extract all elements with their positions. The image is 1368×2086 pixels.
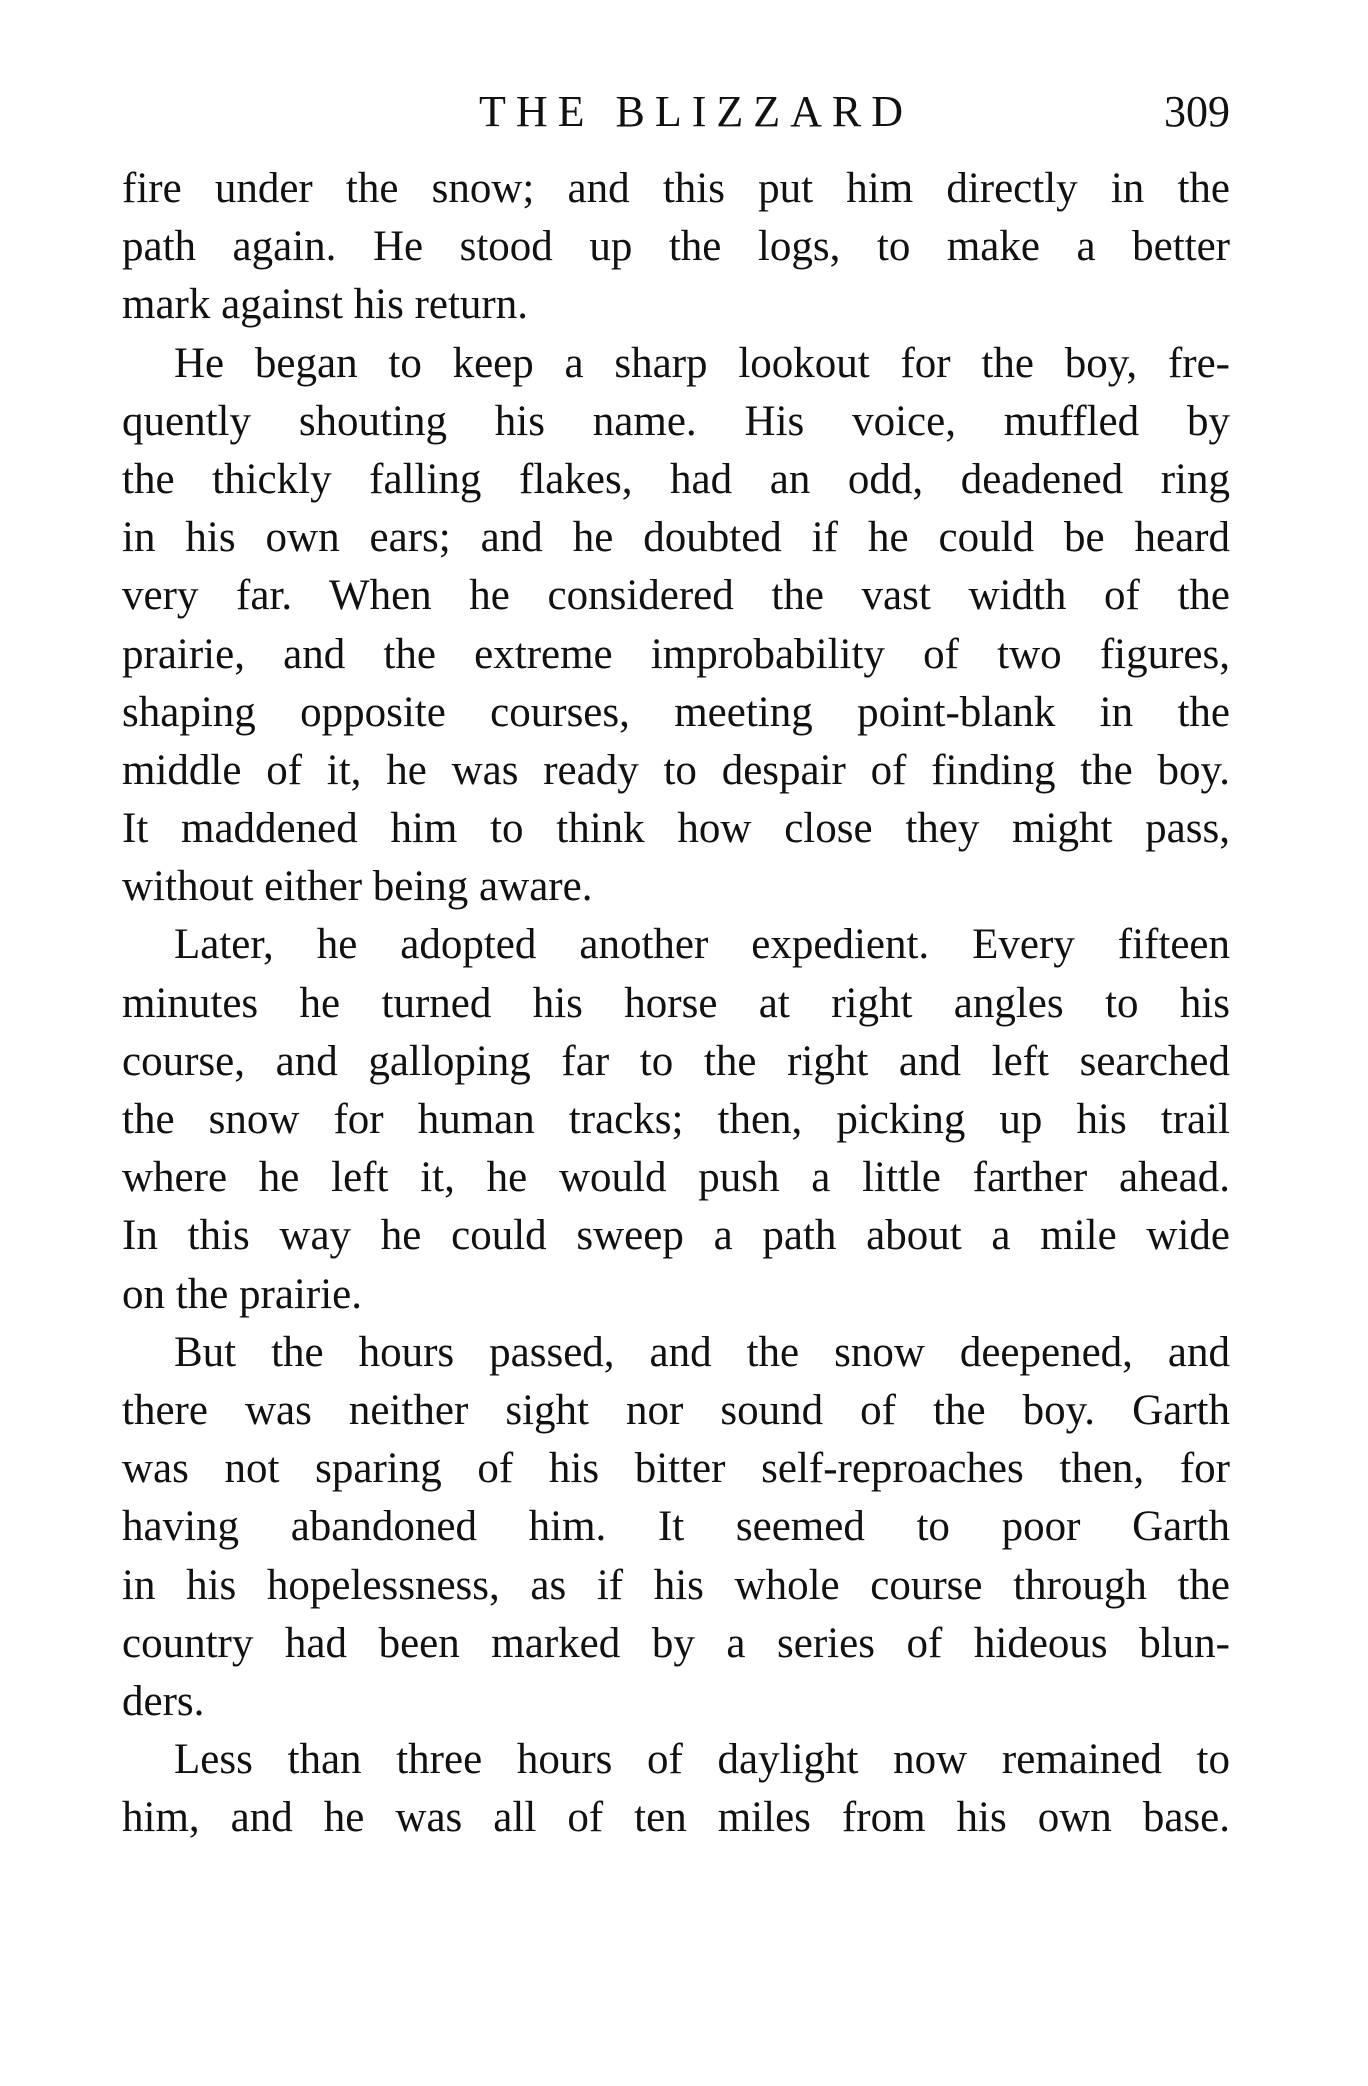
text-line: middle of it, he was ready to despair of finding the boy.: [122, 746, 1230, 794]
running-title: THE BLIZZARD: [478, 87, 914, 136]
paragraph-4: [122, 1324, 1230, 1731]
text-line: course, and galloping far to the right and left searched: [122, 1037, 1230, 1085]
text-line: was not sparing of his bitter self-reproaches then, for: [122, 1445, 1230, 1493]
text-line: path again. He stood up the logs, to make a better: [122, 223, 1230, 271]
body-text: [122, 160, 1230, 1847]
text-line: minutes he turned his horse at right angles to his: [122, 979, 1230, 1027]
text-line: But the hours passed, and the snow deepened, and: [174, 1328, 1230, 1376]
text-line: country had been marked by a series of hideous blun-: [122, 1619, 1230, 1667]
text-line: It maddened him to think how close they might pass,: [122, 805, 1230, 853]
text-line: In this way he could sweep a path about a mile wide: [122, 1212, 1230, 1260]
text-line: Less than three hours of daylight now remained to: [174, 1736, 1230, 1784]
paragraph-3: [122, 916, 1230, 1323]
page-number: 309: [1164, 87, 1230, 136]
text-line: there was neither sight nor sound of the boy. Garth: [122, 1386, 1230, 1434]
text-line: ders.: [122, 1677, 205, 1725]
text-line: where he left it, he would push a little farther ahead.: [122, 1154, 1230, 1202]
text-line: in his own ears; and he doubted if he could be heard: [122, 514, 1230, 562]
text-line: in his hopelessness, as if his whole course through the: [122, 1561, 1230, 1609]
text-line: without either being aware.: [122, 863, 593, 911]
text-line: very far. When he considered the vast width of the: [122, 572, 1230, 620]
paragraph-5: [122, 1731, 1230, 1847]
paragraph-2: [122, 335, 1230, 917]
text-line: on the prairie.: [122, 1270, 362, 1318]
text-line: shaping opposite courses, meeting point-blank in the: [122, 688, 1230, 736]
text-line: the snow for human tracks; then, picking up his trail: [122, 1096, 1230, 1143]
text-line: fire under the snow; and this put him directly in the: [122, 165, 1230, 212]
text-line: him, and he was all of ten miles from his own base.: [122, 1794, 1230, 1842]
text-line: Later, he adopted another expedient. Every fifteen: [174, 921, 1230, 969]
paragraph-1: [122, 160, 1230, 335]
text-line: He began to keep a sharp lookout for the boy, fre-: [174, 339, 1230, 387]
text-line: mark against his return.: [122, 281, 529, 329]
text-line: having abandoned him. It seemed to poor Garth: [122, 1503, 1230, 1551]
text-line: prairie, and the extreme improbability of two figures,: [122, 630, 1230, 678]
text-line: quently shouting his name. His voice, muffled by: [122, 397, 1230, 445]
running-head: [122, 80, 1230, 144]
text-line: the thickly falling flakes, had an odd, deadened ring: [122, 455, 1230, 503]
